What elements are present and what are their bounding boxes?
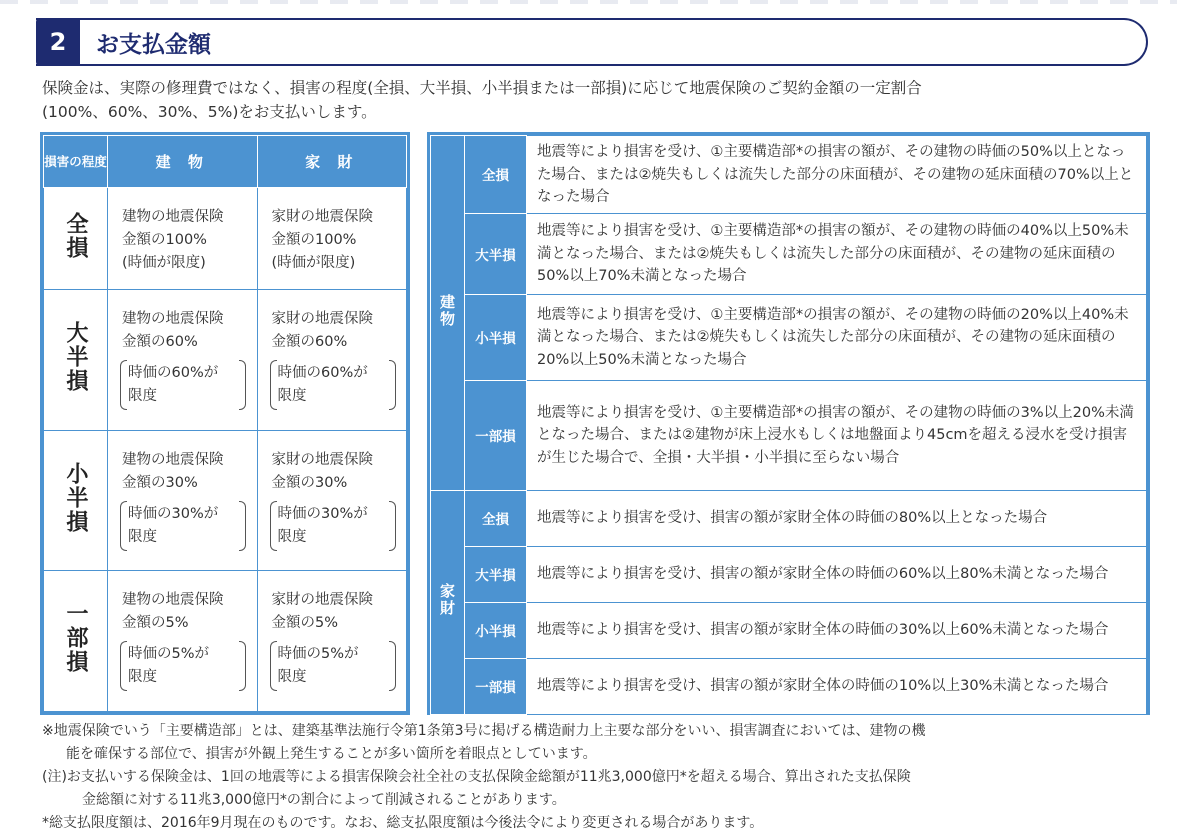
degree-cell: 一部損 <box>44 571 108 712</box>
table-row <box>44 571 407 712</box>
footnote-structure-2: 能を確保する部位で、損害が外観上発生することが多い箇所を着眼点としています。 <box>66 746 597 762</box>
footnote-payment-2: 金総額に対する11兆3,000億円*の割合によって削減されることがあります。 <box>82 792 566 808</box>
criteria-text: 地震等により損害を受け、損害の額が家財全体の時価の80%以上となった場合 <box>527 490 1147 546</box>
table-row <box>431 602 1147 658</box>
intro-paragraph <box>42 76 1152 124</box>
criteria-text: 地震等により損害を受け、①主要構造部*の損害の額が、その建物の時価の40%以上50%未満となった場合、または②焼失もしくは流失した部分の床面積が、その建物の延床面積の50%以上70%未満となった場合 <box>527 213 1147 294</box>
section-number: 2 <box>36 18 80 66</box>
footnote-structure-1: ※地震保険でいう「主要構造部」とは、建築基準法施行令第1条第3号に掲げる構造耐力上主要な部分をいい、損害調査においては、建物の機 <box>42 723 926 739</box>
header-contents: 家 財 <box>257 136 407 188</box>
table-row <box>44 290 407 431</box>
criteria-text: 地震等により損害を受け、損害の額が家財全体の時価の60%以上80%未満となった場合 <box>527 546 1147 602</box>
contents-cell: 家財の地震保険 金額の60% 時価の60%が 限度 <box>257 290 407 431</box>
degree-cell: 全損 <box>44 188 108 290</box>
table-row <box>44 188 407 290</box>
criteria-text: 地震等により損害を受け、①主要構造部*の損害の額が、その建物の時価の3%以上20%未満となった場合、または②建物が床上浸水もしくは地盤面より45cmを超える浸水を受け損害が生じた場合で、全損・大半損・小半損に至らない場合 <box>527 380 1147 490</box>
footnote-limit: *総支払限度額は、2016年9月現在のものです。なお、総支払限度額は今後法令により変更される場合があります。 <box>42 815 764 831</box>
intro-line-2: (100%、60%、30%、5%)をお支払いします。 <box>42 103 377 121</box>
payment-amount-table <box>40 132 410 715</box>
table-row <box>431 380 1147 490</box>
header-building: 建 物 <box>108 136 258 188</box>
level-label: 小半損 <box>465 602 527 658</box>
footnote-payment-1: (注)お支払いする保険金は、1回の地震等による損害保険会社全社の支払保険金総額が11兆3,000億円*を超える場合、算出された支払保険 <box>42 769 911 785</box>
section-title: お支払金額 <box>96 32 211 58</box>
contents-cell: 家財の地震保険 金額の100% (時価が限度) <box>257 188 407 290</box>
top-decoration <box>0 0 1177 4</box>
criteria-text: 地震等により損害を受け、損害の額が家財全体の時価の10%以上30%未満となった場合 <box>527 658 1147 714</box>
level-label: 全損 <box>465 490 527 546</box>
table-row <box>44 430 407 571</box>
limit-bracket: 時価の60%が 限度 <box>270 360 396 410</box>
building-cell: 建物の地震保険 金額の100% (時価が限度) <box>108 188 258 290</box>
table-row <box>431 658 1147 714</box>
building-cell: 建物の地震保険 金額の60% 時価の60%が 限度 <box>108 290 258 431</box>
limit-bracket: 時価の5%が 限度 <box>270 641 396 691</box>
limit-bracket: 時価の30%が 限度 <box>120 501 246 551</box>
contents-cell: 家財の地震保険 金額の30% 時価の30%が 限度 <box>257 430 407 571</box>
criteria-text: 地震等により損害を受け、①主要構造部*の損害の額が、その建物の時価の20%以上40%未満となった場合、または②焼失もしくは流失した部分の床面積が、その建物の延床面積の20%以上50%未満となった場合 <box>527 294 1147 380</box>
degree-cell: 大半損 <box>44 290 108 431</box>
limit-bracket: 時価の5%が 限度 <box>120 641 246 691</box>
table-row <box>431 294 1147 380</box>
criteria-text: 地震等により損害を受け、①主要構造部*の損害の額が、その建物の時価の50%以上となった場合、または②焼失もしくは流失した部分の床面積が、その建物の延床面積の70%以上となった場合 <box>527 136 1147 214</box>
level-label: 全損 <box>465 136 527 214</box>
table-header-row <box>44 136 407 188</box>
level-label: 大半損 <box>465 546 527 602</box>
limit-bracket: 時価の30%が 限度 <box>270 501 396 551</box>
building-cell: 建物の地震保険 金額の30% 時価の30%が 限度 <box>108 430 258 571</box>
footnotes <box>42 720 1152 835</box>
intro-line-1: 保険金は、実際の修理費ではなく、損害の程度(全損、大半損、小半損または一部損)に応じて地震保険のご契約金額の一定割合 <box>42 79 922 97</box>
limit-bracket: 時価の60%が 限度 <box>120 360 246 410</box>
degree-cell: 小半損 <box>44 430 108 571</box>
contents-cell: 家財の地震保険 金額の5% 時価の5%が 限度 <box>257 571 407 712</box>
damage-criteria-table <box>427 132 1150 715</box>
level-label: 一部損 <box>465 380 527 490</box>
table-row <box>431 213 1147 294</box>
section-header <box>36 18 1148 66</box>
level-label: 小半損 <box>465 294 527 380</box>
table-row <box>431 546 1147 602</box>
group-label-building: 建物 <box>431 136 465 491</box>
header-degree: 損害の程度 <box>44 136 108 188</box>
building-cell: 建物の地震保険 金額の5% 時価の5%が 限度 <box>108 571 258 712</box>
level-label: 大半損 <box>465 213 527 294</box>
table-row <box>431 136 1147 214</box>
table-row <box>431 490 1147 546</box>
level-label: 一部損 <box>465 658 527 714</box>
criteria-text: 地震等により損害を受け、損害の額が家財全体の時価の30%以上60%未満となった場合 <box>527 602 1147 658</box>
group-label-contents: 家財 <box>431 490 465 714</box>
